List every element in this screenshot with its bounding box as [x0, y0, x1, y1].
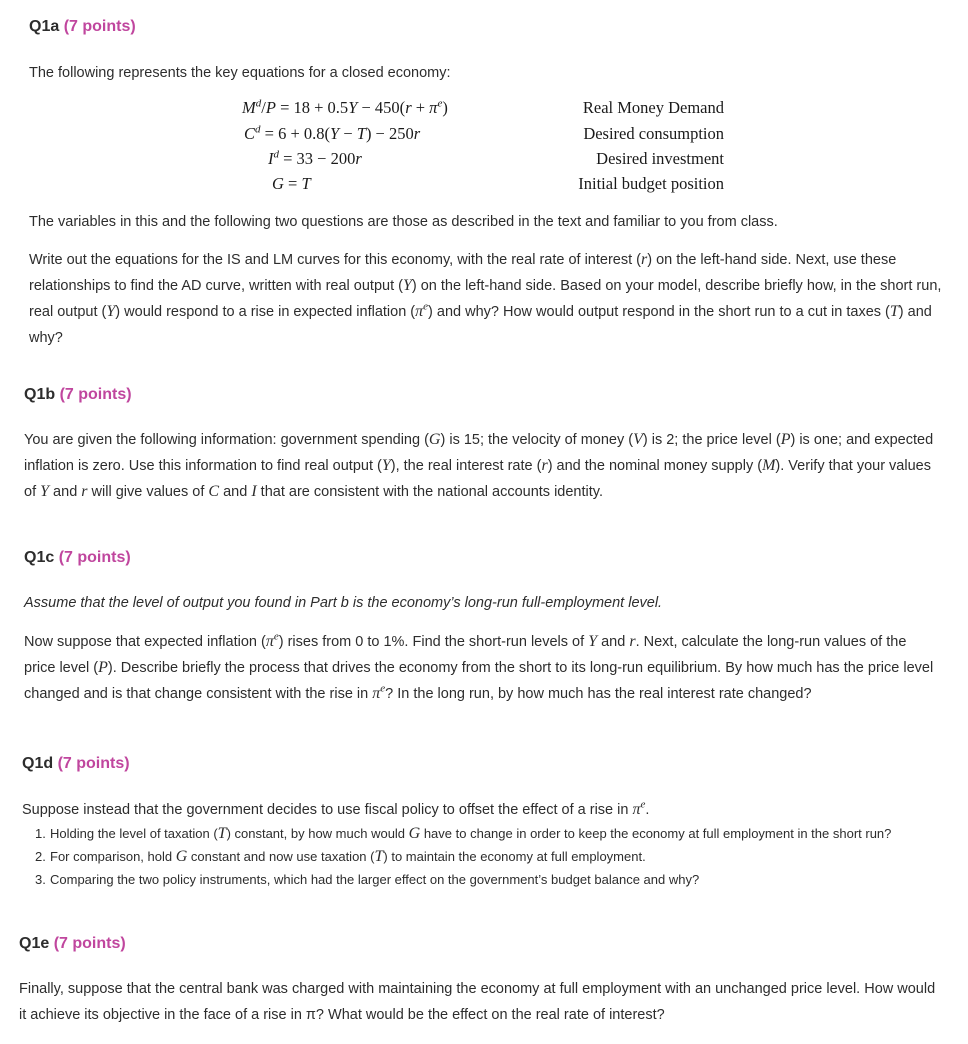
q1b-body: You are given the following information: government spending (G) is 15; the velocity of money (V) is 2; the price level (P) is one; and expected inflation is zero. Use this information to find real output (Y), the real interest rate (r) and the nominal money supply (M). Verify that your values of Y and r will give values of C and I that are consistent with the national accounts identity.: [24, 431, 934, 500]
q1b-label: Q1b: [24, 386, 56, 403]
equation-money-demand: $M^d/P = 18 + 0.5Y - 450(r + \pi^e)$: [242, 97, 448, 117]
q1a-body: Write out the equations for the IS and LM curves for this economy, with the real rate of interest (r) on the left-hand side. Next, use these relationships to find the AD curve, written with real output (Y) on the left-hand side. Based on your model, describe briefly how, in the short run, real output (Y) would respond to a rise in expected inflation $(\pi^e)$ and why? How would output respond in the short run to a cut in taxes (T) and why?: [29, 251, 942, 346]
q1a-label: Q1a: [29, 18, 60, 35]
q1a-points: (7 points): [63, 18, 136, 35]
q1e-points: (7 points): [53, 935, 126, 952]
q1c-label: Q1c: [24, 549, 55, 566]
equation-consumption: $C^d = 6 + 0.8(Y - T) - 250r$: [244, 123, 421, 143]
equation-label: Desired investment: [596, 149, 724, 168]
q1d-points: (7 points): [57, 755, 130, 772]
list-item: 1. Holding the level of taxation (T) constant, by how much would G have to change in order to keep the economy at full employment in the short run?: [35, 825, 892, 842]
q1d-list: [35, 822, 950, 891]
list-item: 2. For comparison, hold G constant and now use taxation (T) to maintain the economy at full employment.: [35, 848, 646, 865]
equation-label: Desired consumption: [583, 124, 724, 143]
q1c-body: Now suppose that expected inflation $(\pi^e)$ rises from 0 to 1%. Find the short-run levels of Y and r. Next, calculate the long-run values of the price level (P). Describe briefly the process that drives the economy from the short to its long-run equilibrium. By how much has the price level changed and is that change consistent with the rise in $\pi^e$? In the long run, by how much has the real interest rate changed?: [24, 630, 934, 702]
q1d-label: Q1d: [22, 755, 54, 772]
q1e-label: Q1e: [19, 935, 50, 952]
equation-investment: $I^d = 33 - 200r$: [268, 148, 362, 168]
equation-label: Real Money Demand: [582, 98, 724, 117]
q1e-body: Finally, suppose that the central bank was charged with maintaining the economy at full employment with an unchanged price level. How would it achieve its objective in the face of a rise in π? What would be the effect on the real rate of interest?: [19, 981, 936, 1023]
q1d-intro: Suppose instead that the government decides to use fiscal policy to offset the effect of a rise in $\pi^e$.: [22, 798, 650, 818]
q1b-points: (7 points): [59, 386, 132, 403]
q1c-points: (7 points): [58, 549, 131, 566]
q1c-heading: [24, 549, 131, 567]
equation-budget: G = T: [272, 174, 311, 193]
q1d-heading: [22, 755, 130, 773]
q1e-heading: [19, 935, 126, 953]
equation-label: Initial budget position: [578, 174, 724, 193]
q1c-assumption: Assume that the level of output you found in Part b is the economy’s long-run full-employment level.: [24, 595, 663, 611]
equations-block: [0, 96, 968, 200]
q1a-intro: The following represents the key equations for a closed economy:: [29, 65, 451, 81]
q1b-heading: [24, 386, 132, 404]
q1a-heading: [29, 18, 136, 36]
list-item: 3. Comparing the two policy instruments, which had the larger effect on the government’s budget balance and why?: [35, 872, 700, 887]
q1a-note: The variables in this and the following two questions are those as described in the text and familiar to you from class.: [29, 214, 778, 230]
